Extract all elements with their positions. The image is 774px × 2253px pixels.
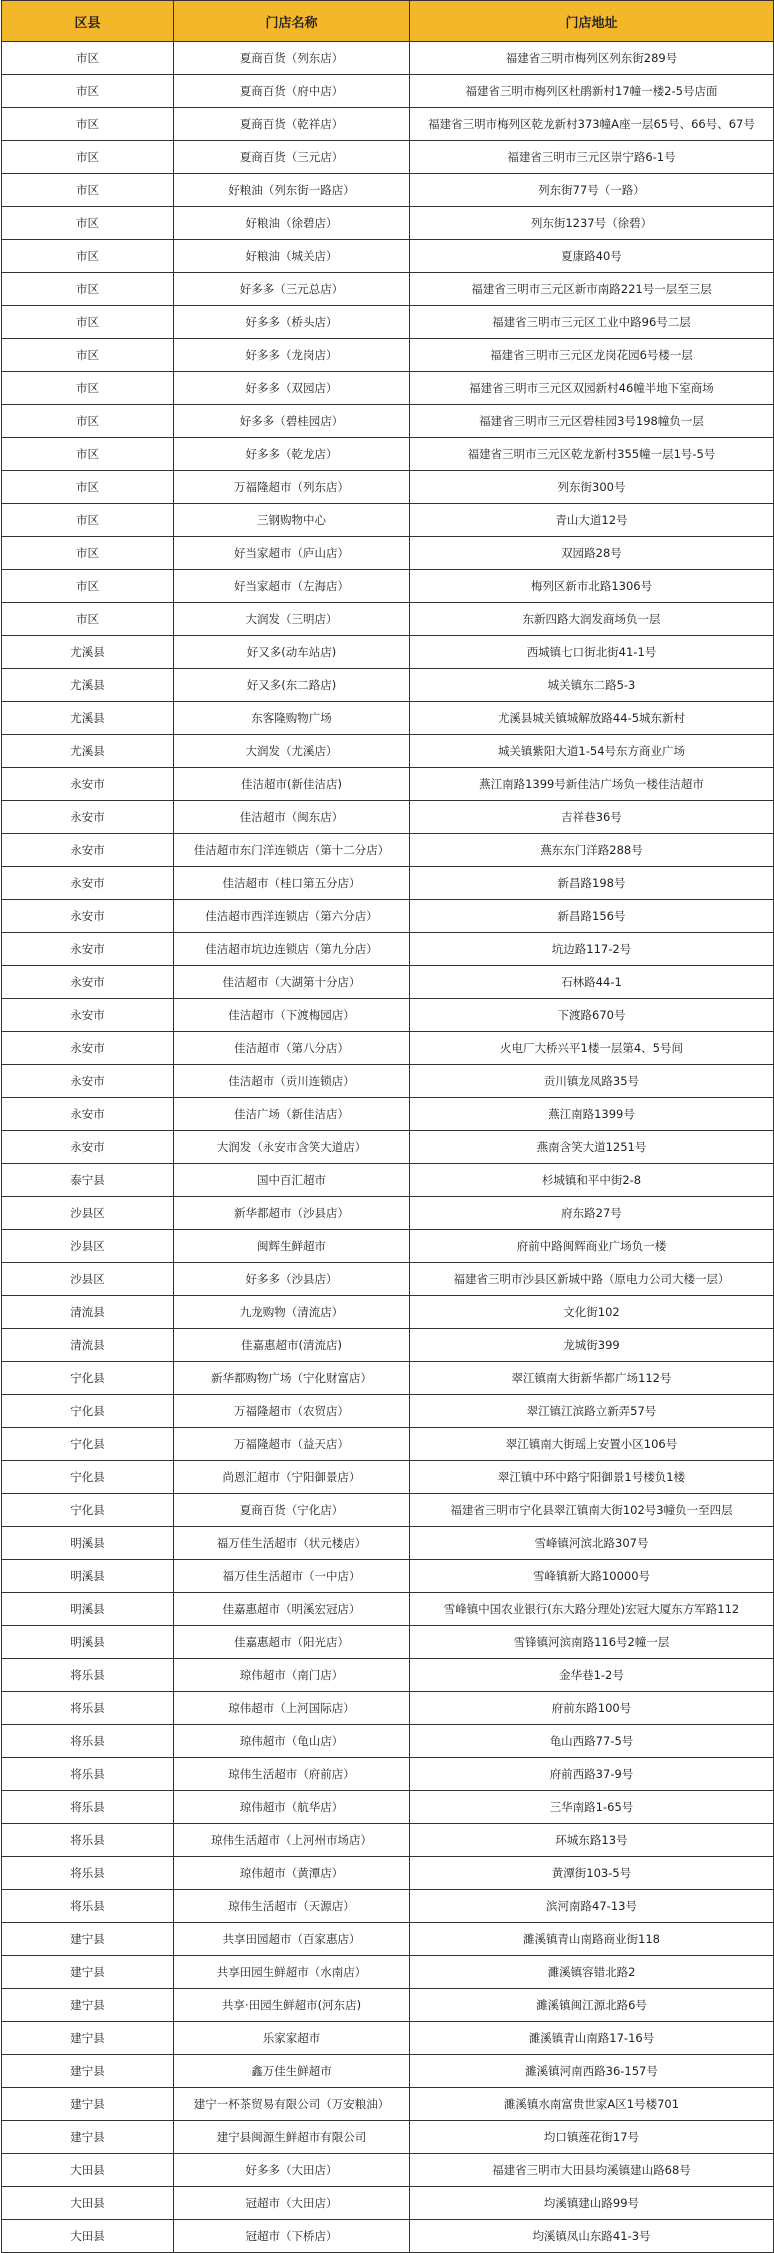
district-cell: 明溪县 <box>2 1626 174 1659</box>
table-row <box>2 2154 774 2187</box>
district-cell: 宁化县 <box>2 1395 174 1428</box>
district-cell: 市区 <box>2 438 174 471</box>
store-name-cell: 新华都购物广场（宁化财富店） <box>174 1362 410 1395</box>
district-cell: 将乐县 <box>2 1791 174 1824</box>
store-name-cell: 好又多(东二路店) <box>174 669 410 702</box>
district-cell: 市区 <box>2 603 174 636</box>
district-cell: 永安市 <box>2 966 174 999</box>
district-cell: 宁化县 <box>2 1362 174 1395</box>
address-cell: 福建省三明市三元区新市南路221号一层至三层 <box>410 273 774 306</box>
address-cell: 梅列区新市北路1306号 <box>410 570 774 603</box>
district-cell: 市区 <box>2 372 174 405</box>
table-row <box>2 1329 774 1362</box>
table-row <box>2 603 774 636</box>
address-cell: 龙城街399 <box>410 1329 774 1362</box>
district-cell: 市区 <box>2 42 174 75</box>
store-name-cell: 佳洁超市（贡川连锁店） <box>174 1065 410 1098</box>
district-cell: 永安市 <box>2 999 174 1032</box>
district-cell: 市区 <box>2 240 174 273</box>
address-cell: 双园路28号 <box>410 537 774 570</box>
district-cell: 泰宁县 <box>2 1164 174 1197</box>
address-cell: 贡川镇龙凤路35号 <box>410 1065 774 1098</box>
table-row <box>2 405 774 438</box>
store-name-cell: 好多多（桥头店） <box>174 306 410 339</box>
table-row <box>2 999 774 1032</box>
store-name-cell: 琼伟超市（龟山店） <box>174 1725 410 1758</box>
store-name-cell: 佳洁超市（闽东店） <box>174 801 410 834</box>
table-row <box>2 834 774 867</box>
district-cell: 市区 <box>2 174 174 207</box>
district-cell: 市区 <box>2 570 174 603</box>
address-cell: 环城东路13号 <box>410 1824 774 1857</box>
table-row <box>2 2121 774 2154</box>
store-name-cell: 好又多(动车站店) <box>174 636 410 669</box>
district-cell: 将乐县 <box>2 1659 174 1692</box>
district-cell: 建宁县 <box>2 2055 174 2088</box>
district-cell: 永安市 <box>2 1032 174 1065</box>
table-header-row <box>2 1 774 42</box>
store-name-cell: 佳洁广场（新佳洁店） <box>174 1098 410 1131</box>
table-row <box>2 1692 774 1725</box>
store-name-cell: 琼伟超市（南门店） <box>174 1659 410 1692</box>
address-cell: 府前中路闽辉商业广场负一楼 <box>410 1230 774 1263</box>
address-cell: 雪峰镇河滨北路307号 <box>410 1527 774 1560</box>
table-row <box>2 2088 774 2121</box>
district-cell: 大田县 <box>2 2220 174 2253</box>
table-row <box>2 1593 774 1626</box>
table-row <box>2 1197 774 1230</box>
table-row <box>2 75 774 108</box>
address-cell: 均口镇莲花街17号 <box>410 2121 774 2154</box>
store-name-cell: 好多多（大田店） <box>174 2154 410 2187</box>
address-cell: 燕东东门洋路288号 <box>410 834 774 867</box>
address-cell: 福建省三明市梅列区杜鹃新村17幢一楼2-5号店面 <box>410 75 774 108</box>
address-cell: 濉溪镇河南西路36-157号 <box>410 2055 774 2088</box>
district-cell: 永安市 <box>2 1098 174 1131</box>
table-row <box>2 207 774 240</box>
store-name-cell: 大润发（尤溪店） <box>174 735 410 768</box>
table-row <box>2 471 774 504</box>
column-header-store-name: 门店名称 <box>174 1 410 42</box>
store-name-cell: 万福隆超市（农贸店） <box>174 1395 410 1428</box>
store-name-cell: 好多多（双园店） <box>174 372 410 405</box>
district-cell: 市区 <box>2 108 174 141</box>
address-cell: 福建省三明市三元区碧桂园3号198幢负一层 <box>410 405 774 438</box>
district-cell: 明溪县 <box>2 1593 174 1626</box>
address-cell: 文化街102 <box>410 1296 774 1329</box>
address-cell: 福建省三明市三元区双园新村46幢半地下室商场 <box>410 372 774 405</box>
address-cell: 福建省三明市三元区崇宁路6-1号 <box>410 141 774 174</box>
store-name-cell: 鑫万佳生鲜超市 <box>174 2055 410 2088</box>
table-row <box>2 537 774 570</box>
address-cell: 城关镇紫阳大道1-54号东方商业广场 <box>410 735 774 768</box>
table-row <box>2 1560 774 1593</box>
address-cell: 列东街1237号（徐碧） <box>410 207 774 240</box>
district-cell: 宁化县 <box>2 1461 174 1494</box>
address-cell: 黄潭街103-5号 <box>410 1857 774 1890</box>
address-cell: 濉溪镇闽江源北路6号 <box>410 1989 774 2022</box>
district-cell: 沙县区 <box>2 1263 174 1296</box>
table-row <box>2 702 774 735</box>
address-cell: 下渡路670号 <box>410 999 774 1032</box>
table-body <box>2 42 774 2253</box>
store-name-cell: 新华都超市（沙县店） <box>174 1197 410 1230</box>
address-cell: 雪峰镇中国农业银行(东大路分理处)宏冠大厦东方军路112 <box>410 1593 774 1626</box>
store-name-cell: 好多多（碧桂园店） <box>174 405 410 438</box>
address-cell: 城关镇东二路5-3 <box>410 669 774 702</box>
table-row <box>2 1494 774 1527</box>
address-cell: 福建省三明市三元区龙岗花园6号楼一层 <box>410 339 774 372</box>
store-name-cell: 尚恩汇超市（宁阳御景店） <box>174 1461 410 1494</box>
store-name-cell: 佳洁超市（下渡梅园店） <box>174 999 410 1032</box>
column-header-district: 区县 <box>2 1 174 42</box>
store-table <box>1 0 774 2253</box>
address-cell: 濉溪镇青山南路17-16号 <box>410 2022 774 2055</box>
store-name-cell: 好多多（三元总店） <box>174 273 410 306</box>
address-cell: 吉祥巷36号 <box>410 801 774 834</box>
address-cell: 石林路44-1 <box>410 966 774 999</box>
store-name-cell: 建宁一杯茶贸易有限公司（万安粮油） <box>174 2088 410 2121</box>
district-cell: 大田县 <box>2 2154 174 2187</box>
table-row <box>2 801 774 834</box>
district-cell: 永安市 <box>2 867 174 900</box>
table-row <box>2 1824 774 1857</box>
district-cell: 市区 <box>2 537 174 570</box>
store-name-cell: 好多多（龙岗店） <box>174 339 410 372</box>
table-row <box>2 1791 774 1824</box>
district-cell: 市区 <box>2 405 174 438</box>
store-name-cell: 好粮油（徐碧店） <box>174 207 410 240</box>
address-cell: 新昌路156号 <box>410 900 774 933</box>
address-cell: 坑边路117-2号 <box>410 933 774 966</box>
store-name-cell: 好粮油（城关店） <box>174 240 410 273</box>
table-row <box>2 339 774 372</box>
table-row <box>2 735 774 768</box>
table-row <box>2 1461 774 1494</box>
address-cell: 均溪镇凤山东路41-3号 <box>410 2220 774 2253</box>
district-cell: 建宁县 <box>2 1989 174 2022</box>
store-name-cell: 东客隆购物广场 <box>174 702 410 735</box>
district-cell: 宁化县 <box>2 1494 174 1527</box>
address-cell: 翠江镇南大街新华都广场112号 <box>410 1362 774 1395</box>
district-cell: 尤溪县 <box>2 669 174 702</box>
store-name-cell: 国中百汇超市 <box>174 1164 410 1197</box>
table-row <box>2 1164 774 1197</box>
address-cell: 福建省三明市大田县均溪镇建山路68号 <box>410 2154 774 2187</box>
district-cell: 市区 <box>2 75 174 108</box>
district-cell: 市区 <box>2 504 174 537</box>
table-row <box>2 174 774 207</box>
store-name-cell: 佳洁超市西洋连锁店（第六分店） <box>174 900 410 933</box>
store-name-cell: 共享田园超市（百家惠店） <box>174 1923 410 1956</box>
column-header-address: 门店地址 <box>410 1 774 42</box>
store-name-cell: 冠超市（下桥店） <box>174 2220 410 2253</box>
district-cell: 尤溪县 <box>2 735 174 768</box>
store-name-cell: 夏商百货（乾祥店） <box>174 108 410 141</box>
table-row <box>2 1626 774 1659</box>
store-name-cell: 琼伟超市（航华店） <box>174 1791 410 1824</box>
address-cell: 滨河南路47-13号 <box>410 1890 774 1923</box>
store-name-cell: 琼伟超市（上河国际店） <box>174 1692 410 1725</box>
store-name-cell: 九龙购物（清流店） <box>174 1296 410 1329</box>
district-cell: 永安市 <box>2 768 174 801</box>
address-cell: 夏康路40号 <box>410 240 774 273</box>
table-row <box>2 669 774 702</box>
table-row <box>2 1263 774 1296</box>
address-cell: 福建省三明市宁化县翠江镇南大街102号3幢负一至四层 <box>410 1494 774 1527</box>
table-row <box>2 1725 774 1758</box>
table-row <box>2 306 774 339</box>
store-name-cell: 三钢购物中心 <box>174 504 410 537</box>
address-cell: 燕江南路1399号新佳洁广场负一楼佳洁超市 <box>410 768 774 801</box>
address-cell: 杉城镇和平中街2-8 <box>410 1164 774 1197</box>
district-cell: 尤溪县 <box>2 702 174 735</box>
table-row <box>2 1032 774 1065</box>
district-cell: 永安市 <box>2 933 174 966</box>
store-name-cell: 佳嘉惠超市（明溪宏冠店） <box>174 1593 410 1626</box>
address-cell: 西城镇七口街北街41-1号 <box>410 636 774 669</box>
store-name-cell: 大润发（三明店） <box>174 603 410 636</box>
table-row <box>2 1296 774 1329</box>
table-row <box>2 1758 774 1791</box>
district-cell: 将乐县 <box>2 1725 174 1758</box>
table-row <box>2 108 774 141</box>
district-cell: 将乐县 <box>2 1857 174 1890</box>
district-cell: 永安市 <box>2 801 174 834</box>
store-name-cell: 佳洁超市（第八分店） <box>174 1032 410 1065</box>
store-name-cell: 琼伟生活超市（府前店） <box>174 1758 410 1791</box>
district-cell: 沙县区 <box>2 1197 174 1230</box>
table-row <box>2 570 774 603</box>
address-cell: 福建省三明市三元区乾龙新村355幢一层1号-5号 <box>410 438 774 471</box>
address-cell: 列东街300号 <box>410 471 774 504</box>
table-row <box>2 636 774 669</box>
district-cell: 将乐县 <box>2 1890 174 1923</box>
district-cell: 市区 <box>2 306 174 339</box>
address-cell: 均溪镇建山路99号 <box>410 2187 774 2220</box>
district-cell: 建宁县 <box>2 2121 174 2154</box>
table-row <box>2 1428 774 1461</box>
store-name-cell: 夏商百货（三元店） <box>174 141 410 174</box>
table-row <box>2 2187 774 2220</box>
address-cell: 府东路27号 <box>410 1197 774 1230</box>
table-row <box>2 2220 774 2253</box>
store-name-cell: 佳洁超市(新佳洁店) <box>174 768 410 801</box>
address-cell: 雪锋镇河滨南路116号2幢一层 <box>410 1626 774 1659</box>
district-cell: 大田县 <box>2 2187 174 2220</box>
store-name-cell: 共享田园生鲜超市（水南店） <box>174 1956 410 1989</box>
district-cell: 市区 <box>2 207 174 240</box>
table-row <box>2 42 774 75</box>
district-cell: 清流县 <box>2 1329 174 1362</box>
table-row <box>2 1131 774 1164</box>
address-cell: 福建省三明市梅列区乾龙新村373幢A座一层65号、66号、67号 <box>410 108 774 141</box>
address-cell: 尤溪县城关镇城解放路44-5城东新村 <box>410 702 774 735</box>
store-name-cell: 好粮油（列东街一路店） <box>174 174 410 207</box>
address-cell: 青山大道12号 <box>410 504 774 537</box>
district-cell: 明溪县 <box>2 1527 174 1560</box>
district-cell: 市区 <box>2 141 174 174</box>
address-cell: 福建省三明市三元区工业中路96号二层 <box>410 306 774 339</box>
table-row <box>2 504 774 537</box>
table-row <box>2 1923 774 1956</box>
table-row <box>2 2055 774 2088</box>
table-row <box>2 273 774 306</box>
table-row <box>2 966 774 999</box>
district-cell: 市区 <box>2 339 174 372</box>
table-row <box>2 1098 774 1131</box>
district-cell: 明溪县 <box>2 1560 174 1593</box>
address-cell: 府前东路100号 <box>410 1692 774 1725</box>
table-row <box>2 372 774 405</box>
address-cell: 金华巷1-2号 <box>410 1659 774 1692</box>
address-cell: 三华南路1-65号 <box>410 1791 774 1824</box>
table-row <box>2 1956 774 1989</box>
table-row <box>2 900 774 933</box>
store-name-cell: 冠超市（大田店） <box>174 2187 410 2220</box>
store-name-cell: 好多多（乾龙店） <box>174 438 410 471</box>
store-name-cell: 琼伟生活超市（上河州市场店） <box>174 1824 410 1857</box>
store-name-cell: 佳洁超市东门洋连锁店（第十二分店） <box>174 834 410 867</box>
address-cell: 福建省三明市沙县区新城中路（原电力公司大楼一层） <box>410 1263 774 1296</box>
store-name-cell: 大润发（永安市含笑大道店） <box>174 1131 410 1164</box>
district-cell: 建宁县 <box>2 2022 174 2055</box>
table-row <box>2 867 774 900</box>
address-cell: 濉溪镇青山南路商业街118 <box>410 1923 774 1956</box>
address-cell: 府前西路37-9号 <box>410 1758 774 1791</box>
address-cell: 翠江镇江滨路立新弄57号 <box>410 1395 774 1428</box>
store-name-cell: 闽辉生鲜超市 <box>174 1230 410 1263</box>
table-row <box>2 1362 774 1395</box>
table-row <box>2 1890 774 1923</box>
district-cell: 将乐县 <box>2 1824 174 1857</box>
address-cell: 雪峰镇新大路10000号 <box>410 1560 774 1593</box>
address-cell: 福建省三明市梅列区列东街289号 <box>410 42 774 75</box>
store-name-cell: 建宁县闽源生鲜超市有限公司 <box>174 2121 410 2154</box>
table-row <box>2 768 774 801</box>
table-row <box>2 240 774 273</box>
store-name-cell: 福万佳生活超市（一中店） <box>174 1560 410 1593</box>
address-cell: 翠江镇南大街瑶上安置小区106号 <box>410 1428 774 1461</box>
store-name-cell: 佳洁超市坑边连锁店（第九分店） <box>174 933 410 966</box>
table-row <box>2 438 774 471</box>
store-name-cell: 好当家超市（左海店） <box>174 570 410 603</box>
table-row <box>2 141 774 174</box>
address-cell: 濉溪镇水南富贵世家A区1号楼701 <box>410 2088 774 2121</box>
store-name-cell: 佳洁超市（桂口第五分店） <box>174 867 410 900</box>
table-row <box>2 1857 774 1890</box>
table-row <box>2 1395 774 1428</box>
district-cell: 建宁县 <box>2 1923 174 1956</box>
store-name-cell: 乐家家超市 <box>174 2022 410 2055</box>
district-cell: 永安市 <box>2 834 174 867</box>
store-name-cell: 万福隆超市（列东店） <box>174 471 410 504</box>
table-row <box>2 1989 774 2022</box>
address-cell: 燕江南路1399号 <box>410 1098 774 1131</box>
address-cell: 新昌路198号 <box>410 867 774 900</box>
table-row <box>2 1065 774 1098</box>
store-name-cell: 夏商百货（列东店） <box>174 42 410 75</box>
address-cell: 列东街77号（一路） <box>410 174 774 207</box>
store-name-cell: 琼伟生活超市（天源店） <box>174 1890 410 1923</box>
store-name-cell: 好多多（沙县店） <box>174 1263 410 1296</box>
address-cell: 濉溪镇容错北路2 <box>410 1956 774 1989</box>
store-name-cell: 佳洁超市（大湖第十分店） <box>174 966 410 999</box>
district-cell: 尤溪县 <box>2 636 174 669</box>
district-cell: 清流县 <box>2 1296 174 1329</box>
store-name-cell: 夏商百货（宁化店） <box>174 1494 410 1527</box>
district-cell: 市区 <box>2 273 174 306</box>
store-name-cell: 佳嘉惠超市(清流店) <box>174 1329 410 1362</box>
store-name-cell: 佳嘉惠超市（阳光店） <box>174 1626 410 1659</box>
district-cell: 永安市 <box>2 1131 174 1164</box>
district-cell: 建宁县 <box>2 1956 174 1989</box>
store-name-cell: 万福隆超市（益天店） <box>174 1428 410 1461</box>
table-row <box>2 933 774 966</box>
store-name-cell: 共享·田园生鲜超市(河东店) <box>174 1989 410 2022</box>
address-cell: 龟山西路77-5号 <box>410 1725 774 1758</box>
district-cell: 建宁县 <box>2 2088 174 2121</box>
address-cell: 东新四路大润发商场负一层 <box>410 603 774 636</box>
store-name-cell: 福万佳生活超市（状元楼店） <box>174 1527 410 1560</box>
district-cell: 宁化县 <box>2 1428 174 1461</box>
district-cell: 将乐县 <box>2 1758 174 1791</box>
store-name-cell: 夏商百货（府中店） <box>174 75 410 108</box>
table-row <box>2 1659 774 1692</box>
table-row <box>2 1230 774 1263</box>
store-name-cell: 好当家超市（庐山店） <box>174 537 410 570</box>
district-cell: 永安市 <box>2 1065 174 1098</box>
address-cell: 火电厂大桥兴平1楼一层第4、5号间 <box>410 1032 774 1065</box>
table-row <box>2 1527 774 1560</box>
address-cell: 翠江镇中环中路宁阳御景1号楼负1楼 <box>410 1461 774 1494</box>
address-cell: 燕南含笑大道1251号 <box>410 1131 774 1164</box>
table-row <box>2 2022 774 2055</box>
district-cell: 市区 <box>2 471 174 504</box>
store-name-cell: 琼伟超市（黄潭店） <box>174 1857 410 1890</box>
district-cell: 沙县区 <box>2 1230 174 1263</box>
district-cell: 永安市 <box>2 900 174 933</box>
district-cell: 将乐县 <box>2 1692 174 1725</box>
